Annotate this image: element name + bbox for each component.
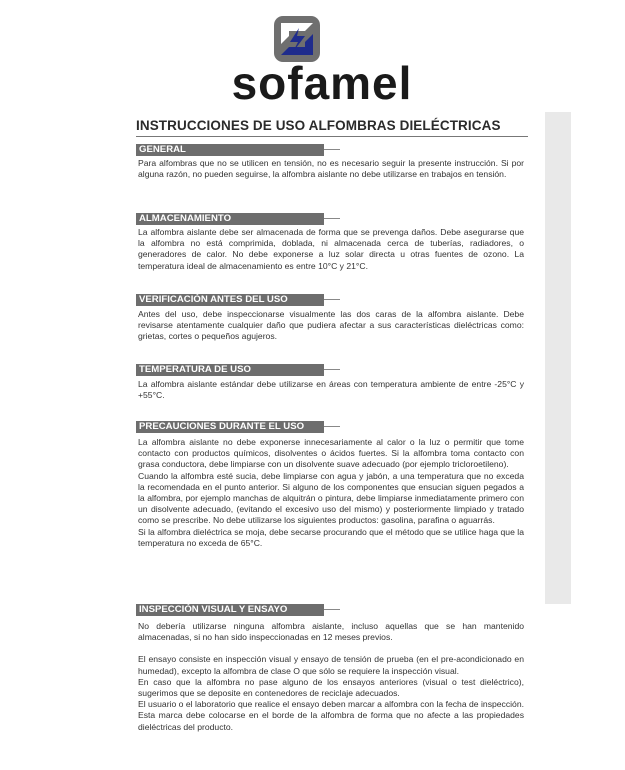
section-body-almacenamiento <box>138 227 524 272</box>
paragraph: La alfombra aislante estándar debe utilizarse en áreas con temperatura ambiente de entre -25°C y +55°C. <box>138 379 524 401</box>
section-heading-verificacion: VERIFICACIÓN ANTES DEL USO <box>136 294 324 306</box>
title-divider <box>136 136 528 137</box>
paragraph: El ensayo consiste en inspección visual y ensayo de tensión de prueba (en el pre-acondicionado en humedad), excepto la alfombra de clase O que sólo se requiere la inspección visual. <box>138 654 524 676</box>
section-body-verificacion <box>138 309 524 343</box>
section-heading-temperatura: TEMPERATURA DE USO <box>136 364 324 376</box>
section-body-inspeccion <box>138 621 524 733</box>
paragraph: Antes del uso, debe inspeccionarse visualmente las dos caras de la alfombra aislante. Debe revisarse atentamente cualquier daño que pudiera afectar a sus características dieléctricas como: grietas, cortes o pequeños agujeros. <box>138 309 524 342</box>
section-heading-inspeccion: INSPECCIÓN VISUAL Y ENSAYO <box>136 604 324 616</box>
section-heading-general: GENERAL <box>136 144 324 156</box>
paragraph-spacer <box>138 643 524 654</box>
paragraph: Si la alfombra dieléctrica se moja, debe secarse procurando que el método que se utilice haga que la temperatura no exceda de 65°C. <box>138 526 524 548</box>
brand-logo <box>194 10 434 109</box>
paragraph: No debería utilizarse ninguna alfombra aislante, incluso aquellas que se han mantenido almacenadas, si no han sido inspeccionadas en 12 meses previos. <box>138 621 524 643</box>
section-heading-precauciones: PRECAUCIONES DURANTE EL USO <box>136 421 324 433</box>
brand-wordmark: sofamel <box>231 57 413 109</box>
page-side-margin <box>545 112 571 604</box>
paragraph: La alfombra aislante no debe exponerse innecesariamente al calor o la luz o permitir que tome contacto con productos químicos, disolventes o ácidos fuertes. Si la alfombra toma contacto con grasa conductora, debe limpiarse con un disolvente suave adecuado (por ejemplo tricloroetileno). <box>138 437 524 470</box>
paragraph: El usuario o el laboratorio que realice el ensayo deben marcar a alfombra con la fecha de inspección. Esta marca debe colocarse en el borde de la alfombra de forma que no afecte a las propiedades dieléctricas del producto. <box>138 699 524 732</box>
paragraph: En caso que la alfombra no pase alguno de los ensayos anteriores (visual o test dieléctrico), sugerimos que se deposite en contenedores de reciclaje adecuados. <box>138 676 524 699</box>
paragraph: Para alfombras que no se utilicen en tensión, no es necesario seguir la presente instrucción. Si por alguna razón, no pueden seguirse, la alfombra aislante no debe utilizarse en trabajos en tensión. <box>138 158 524 180</box>
section-body-general <box>138 158 524 180</box>
section-body-temperatura <box>138 379 524 401</box>
section-body-precauciones <box>138 437 524 549</box>
paragraph: La alfombra aislante debe ser almacenada de forma que se prevenga daños. Debe asegurarse que la alfombra no está comprimida, doblada, ni almacenada cerca de tuberías, radiadores, o generadores de calor. No debe exponerse a luz solar directa u otras fuentes de ozono. La temperatura ideal de almacenamiento es entre 10°C y 21°C. <box>138 227 524 271</box>
paragraph: Cuando la alfombra esté sucia, debe limpiarse con agua y jabón, a una temperatura que no exceda la recomendada en el punto anterior. Si alguno de los componentes que ensucian siguen pegados a la alfombra, por ejemplo manchas de alquitrán o pintura, debe limpiarse inmediatamente primero con un disolvente adecuado, (evitando el excesivo uso del mismo) y posteriormente limpiado y tratado como se prescribe. No debe utilizarse los siguientes productos: gasolina, parafina o aguarrás. <box>138 470 524 526</box>
document-title: INSTRUCCIONES DE USO ALFOMBRAS DIELÉCTRICAS <box>136 118 501 133</box>
section-heading-almacenamiento: ALMACENAMIENTO <box>136 213 324 225</box>
